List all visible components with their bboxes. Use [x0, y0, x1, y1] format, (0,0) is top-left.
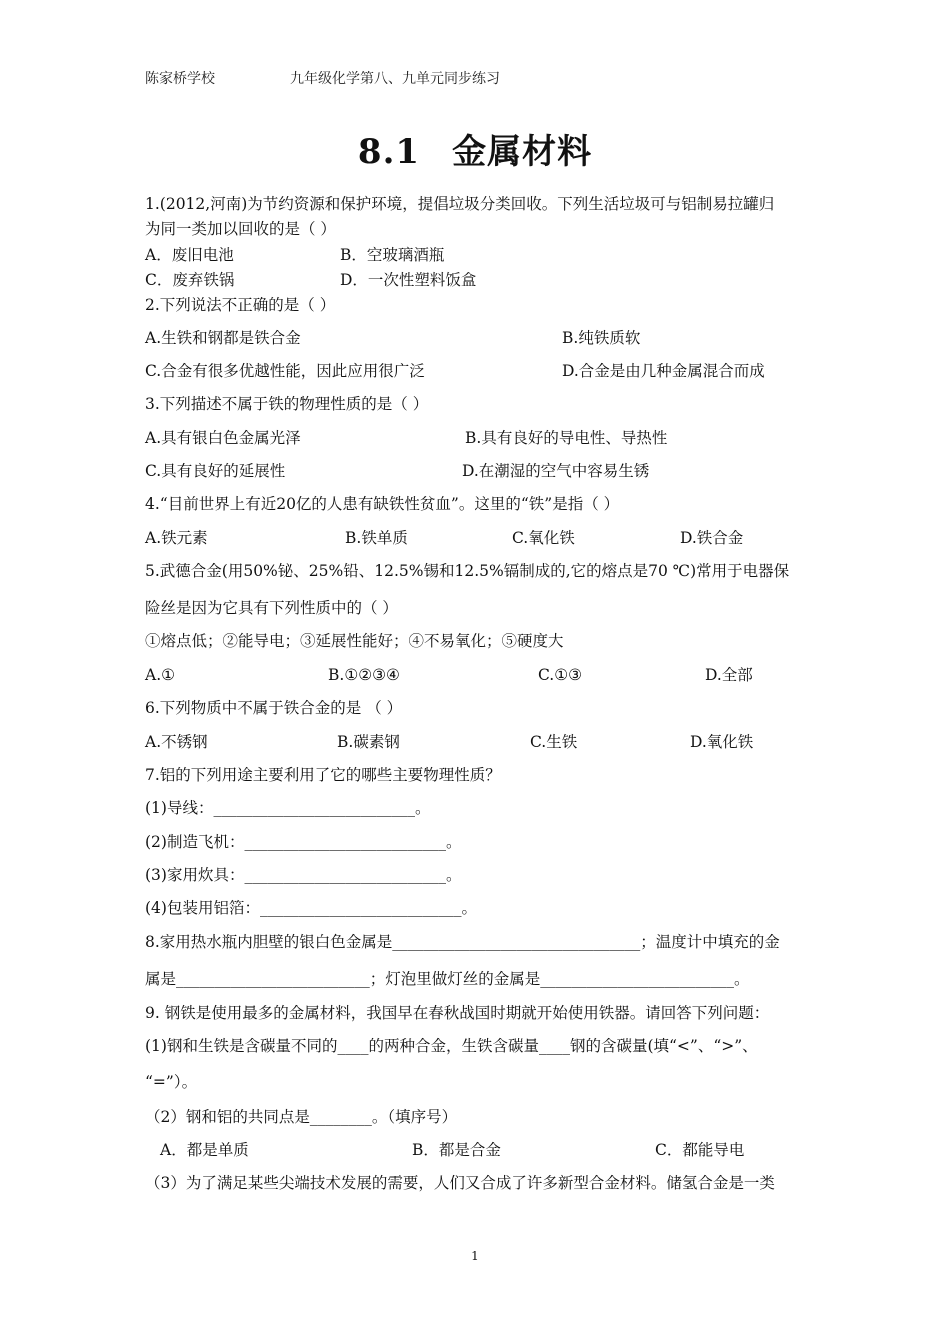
- q1-option-d: D．一次性塑料饭盒: [340, 271, 477, 289]
- q9-sub1-line1: (1)钢和生铁是含碳量不同的____的两种合金，生铁含碳量____钢的含碳量(填“<”、“>”、: [145, 1037, 758, 1055]
- q3-option-b: B.具有良好的导电性、导热性: [465, 429, 668, 447]
- q1-stem-line2: 为同一类加以回收的是（ ）: [145, 220, 336, 238]
- q2-stem: 2.下列说法不正确的是（ ）: [145, 296, 336, 314]
- q2-option-b: B.纯铁质软: [562, 329, 641, 347]
- q4-option-d: D.铁合金: [680, 529, 744, 547]
- q9-sub3: （3）为了满足某些尖端技术发展的需要，人们又合成了许多新型合金材料。储氢合金是一类: [145, 1174, 775, 1192]
- q9-stem-line1: 9. 钢铁是使用最多的金属材料，我国早在春秋战国时期就开始使用铁器。请回答下列问题：: [145, 1004, 770, 1022]
- q9-option-a: A．都是单质: [160, 1141, 249, 1159]
- q1-option-b: B．空玻璃酒瓶: [340, 246, 445, 264]
- q6-option-a: A.不锈钢: [145, 733, 208, 751]
- q9-sub2: （2）钢和铝的共同点是________。（填序号）: [145, 1108, 458, 1126]
- q4-option-a: A.铁元素: [145, 529, 208, 547]
- q2-option-c: C.合金有很多优越性能，因此应用很广泛: [145, 362, 425, 380]
- q2-option-a: A.生铁和钢都是铁合金: [145, 329, 301, 347]
- q2-option-d: D.合金是由几种金属混合而成: [562, 362, 765, 380]
- q6-option-b: B.碳素钢: [337, 733, 400, 751]
- q7-sub3: (3)家用炊具：__________________________。: [145, 866, 462, 884]
- q5-option-d: D.全部: [705, 666, 753, 684]
- q4-option-c: C.氧化铁: [512, 529, 575, 547]
- q9-option-b: B．都是合金: [412, 1141, 501, 1159]
- q7-stem: 7.铝的下列用途主要利用了它的哪些主要物理性质？: [145, 766, 501, 784]
- header-school: 陈家桥学校: [145, 71, 215, 87]
- q8-stem-line1: 8.家用热水瓶内胆壁的银白色金属是________________________________；温度计中填充的金: [145, 933, 780, 951]
- page-number: 1: [471, 1249, 479, 1263]
- title-number: 8.1: [357, 132, 421, 172]
- q5-properties: ①熔点低；②能导电；③延展性能好；④不易氧化；⑤硬度大: [145, 632, 564, 650]
- q5-stem-line1: 5.武德合金(用50%铋、25%铅、12.5%锡和12.5%镉制成的,它的熔点是70 ℃)常用于电器保: [145, 562, 790, 580]
- q3-option-c: C.具有良好的延展性: [145, 462, 286, 480]
- q1-option-a: A．废旧电池: [145, 246, 234, 264]
- q4-option-b: B.铁单质: [345, 529, 408, 547]
- q8-stem-line2: 属是_________________________；灯泡里做灯丝的金属是_________________________。: [145, 970, 750, 988]
- title-text: 金属材料: [452, 132, 593, 172]
- q3-stem: 3.下列描述不属于铁的物理性质的是（ ）: [145, 395, 429, 413]
- q6-stem: 6.下列物质中不属于铁合金的是 （ ）: [145, 699, 403, 717]
- q3-option-d: D.在潮湿的空气中容易生锈: [462, 462, 650, 480]
- page-title: [0, 124, 950, 173]
- q4-stem: 4.“目前世界上有近20亿的人患有缺铁性贫血”。这里的“铁”是指（ ）: [145, 495, 620, 513]
- q1-stem-line1: 1.(2012,河南)为节约资源和保护环境，提倡垃圾分类回收。下列生活垃圾可与铝制易拉罐归: [145, 195, 775, 213]
- q5-stem-line2: 险丝是因为它具有下列性质中的（ ）: [145, 599, 398, 617]
- q5-option-a: A.①: [145, 666, 176, 684]
- header-course: 九年级化学第八、九单元同步练习: [290, 71, 500, 87]
- q9-sub1-line2: “=”）。: [145, 1073, 198, 1091]
- q7-sub1: (1)导线：__________________________。: [145, 799, 431, 817]
- q9-option-c: C．都能导电: [655, 1141, 745, 1159]
- q7-sub4: (4)包装用铝箔：__________________________。: [145, 899, 477, 917]
- q5-option-c: C.①③: [538, 666, 583, 684]
- q6-option-d: D.氧化铁: [690, 733, 754, 751]
- q5-option-b: B.①②③④: [328, 666, 400, 684]
- q6-option-c: C.生铁: [530, 733, 578, 751]
- q1-option-c: C．废弃铁锅: [145, 271, 235, 289]
- q3-option-a: A.具有银白色金属光泽: [145, 429, 301, 447]
- q7-sub2: (2)制造飞机：__________________________。: [145, 833, 462, 851]
